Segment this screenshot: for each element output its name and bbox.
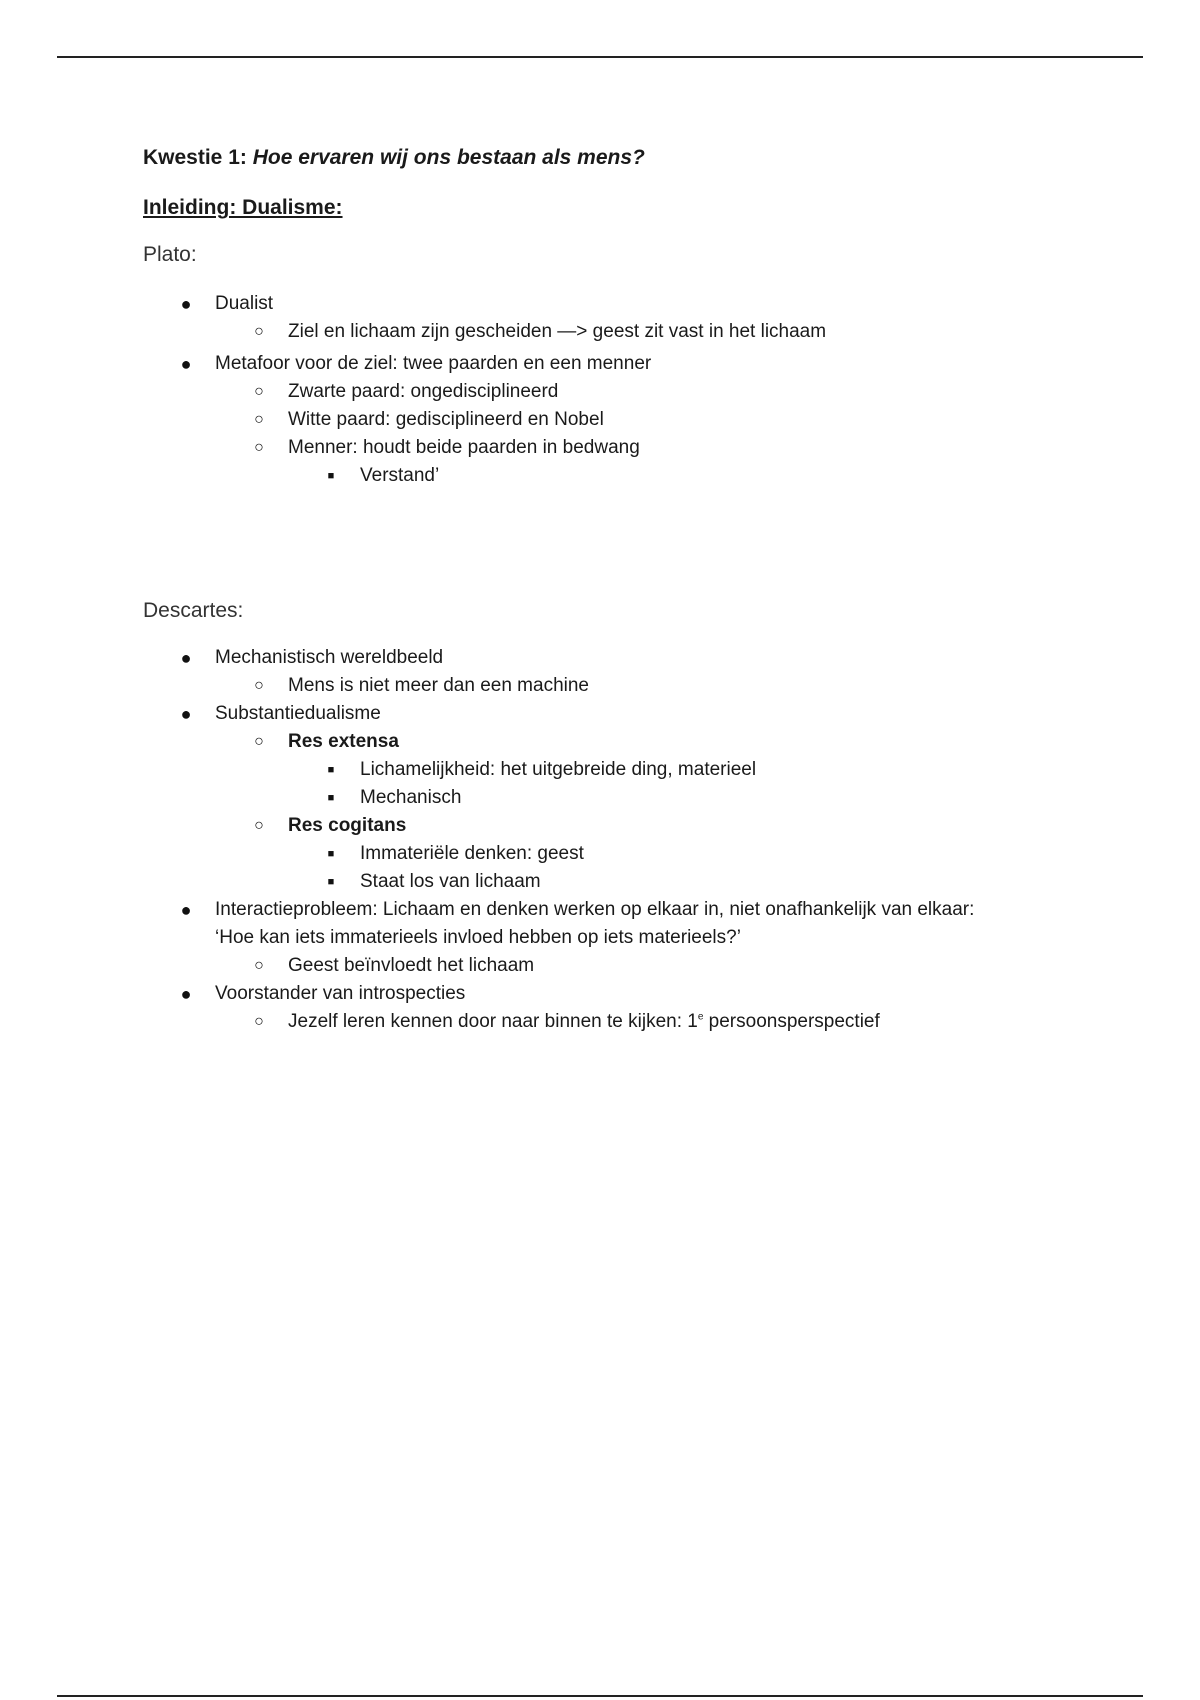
list-item: ● Substantiedualisme: [143, 700, 1143, 728]
circle-bullet-icon: ○: [254, 677, 264, 694]
circle-bullet-icon: ○: [254, 1013, 264, 1030]
list-item: ○ Ziel en lichaam zijn gescheiden —> geest zit vast in het lichaam: [143, 318, 1143, 346]
list-item: ● Mechanistisch wereldbeeld: [143, 644, 1143, 672]
title-question: Hoe ervaren wij ons bestaan als mens?: [252, 146, 645, 169]
circle-bullet-icon: ○: [254, 733, 264, 750]
footer-rule: [57, 1695, 1143, 1697]
list-item: ○ Witte paard: gedisciplineerd en Nobel: [143, 406, 1143, 434]
list-item: ● Interactieprobleem: Lichaam en denken werken op elkaar in, niet onafhankelijk van elkaar: ‘Hoe kan iets immaterieels invloed hebben op iets materieels?’: [143, 896, 1143, 952]
list-item: ○ Res cogitans: [143, 812, 1143, 840]
circle-bullet-icon: ○: [254, 817, 264, 834]
list-item: ■ Lichamelijkheid: het uitgebreide ding, materieel: [143, 756, 1143, 784]
list-item: ■ Mechanisch: [143, 784, 1143, 812]
square-bullet-icon: ■: [327, 792, 335, 804]
bullet-icon: ●: [180, 900, 192, 920]
circle-bullet-icon: ○: [254, 383, 264, 400]
list-item: ○ Geest beïnvloedt het lichaam: [143, 952, 1143, 980]
circle-bullet-icon: ○: [254, 411, 264, 428]
circle-bullet-icon: ○: [254, 323, 264, 340]
list-item: ● Voorstander van introspecties: [143, 980, 1143, 1008]
header-rule: [57, 56, 1143, 58]
list-item: ■ Immateriële denken: geest: [143, 840, 1143, 868]
bullet-icon: ●: [180, 294, 192, 314]
list-item: ■ Verstand’: [143, 462, 1143, 490]
circle-bullet-icon: ○: [254, 957, 264, 974]
list-item: ● Metafoor voor de ziel: twee paarden en een menner: [143, 350, 1143, 378]
plato-list: [143, 290, 1143, 490]
list-item: ○ Jezelf leren kennen door naar binnen te kijken: 1e persoonsperspectief: [143, 1008, 1143, 1036]
plato-heading: Plato:: [143, 243, 197, 266]
square-bullet-icon: ■: [327, 764, 335, 776]
list-item: ● Dualist: [143, 290, 1143, 318]
list-item: ○ Menner: houdt beide paarden in bedwang: [143, 434, 1143, 462]
bullet-icon: ●: [180, 704, 192, 724]
square-bullet-icon: ■: [327, 848, 335, 860]
list-item: ○ Mens is niet meer dan een machine: [143, 672, 1143, 700]
square-bullet-icon: ■: [327, 470, 335, 482]
square-bullet-icon: ■: [327, 876, 335, 888]
list-item: ■ Staat los van lichaam: [143, 868, 1143, 896]
page-title: [143, 144, 645, 172]
circle-bullet-icon: ○: [254, 439, 264, 456]
descartes-heading: Descartes:: [143, 599, 244, 622]
descartes-list: [143, 644, 1143, 1036]
title-label: Kwestie 1:: [143, 146, 247, 169]
list-item: ○ Zwarte paard: ongedisciplineerd: [143, 378, 1143, 406]
bullet-icon: ●: [180, 984, 192, 1004]
section-subtitle: Inleiding: Dualisme:: [143, 196, 343, 219]
list-item: ○ Res extensa: [143, 728, 1143, 756]
bullet-icon: ●: [180, 648, 192, 668]
bullet-icon: ●: [180, 354, 192, 374]
